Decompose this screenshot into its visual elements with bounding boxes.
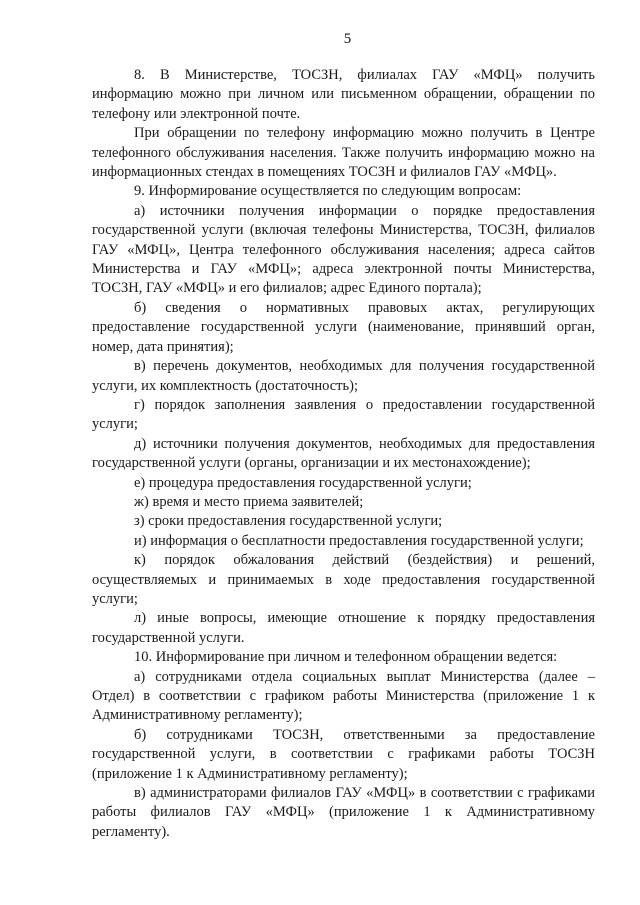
- list-item-9z: з) сроки предоставления государственной услуги;: [134, 513, 443, 530]
- document-page: [92, 30, 595, 842]
- list-item-10b: б) сотрудниками ТОСЗН, ответственными за предоставление государственной услуги, в соответствии с графиками работы ТОСЗН (приложение 1 к Административному регламенту);: [92, 726, 595, 782]
- list-item-9k: к) порядок обжалования действий (бездействия) и решений, осуществляемых и принимаемых в ходе предоставления государственной услуги;: [92, 552, 595, 607]
- list-item-9v: в) перечень документов, необходимых для получения государственной услуги, их комплектность (достаточность);: [92, 358, 595, 394]
- list-item-10v: в) администраторами филиалов ГАУ «МФЦ» в соответствии с графиками работы филиалов ГАУ «МФЦ» (приложение 1 к Административному регламенту).: [92, 785, 595, 840]
- paragraph-8: 8. В Министерстве, ТОСЗН, филиалах ГАУ «МФЦ» получить информацию можно при личном или письменном обращении, обращении по телефону или электронной почте.: [92, 67, 595, 122]
- paragraph-10: 10. Информирование при личном и телефонном обращении ведется:: [134, 649, 558, 666]
- list-item-9a: а) источники получения информации о порядке предоставления государственной услуги (включая телефоны Министерства, ТОСЗН, филиалов ГАУ «МФЦ», Центра телефонного обслуживания населения; адреса сайтов Министерства и ГАУ «МФЦ»; адреса электронной почты Министерства, ТОСЗН, ГАУ «МФЦ» и его филиалов; адрес Единого портала);: [92, 202, 595, 297]
- list-item-9i: и) информация о бесплатности предоставления государственной услуги;: [134, 532, 584, 549]
- list-item-10a: а) сотрудниками отдела социальных выплат Министерства (далее – Отдел) в соответствии с графиком работы Министерства (приложение 1 к Административному регламенту);: [92, 668, 595, 724]
- list-item-9e: е) процедура предоставления государственной услуги;: [134, 474, 472, 491]
- list-item-9d: д) источники получения документов, необходимых для предоставления государственной услуги (органы, организации и их местонахождение);: [92, 435, 595, 472]
- list-item-9zh: ж) время и место приема заявителей;: [134, 493, 364, 510]
- list-item-9l: л) иные вопросы, имеющие отношение к порядку предоставления государственной услуги.: [92, 610, 595, 646]
- list-item-9g: г) порядок заполнения заявления о предоставлении государственной услуги;: [92, 396, 595, 433]
- page-number: 5: [343, 31, 352, 47]
- list-item-9b: б) сведения о нормативных правовых актах, регулирующих предоставление государственной услуги (наименование, принявший орган, номер, дата принятия);: [92, 299, 595, 355]
- paragraph-9: 9. Информирование осуществляется по следующим вопросам:: [134, 183, 522, 200]
- paragraph-8-phone: При обращении по телефону информацию можно получить в Центре телефонного обслуживания населения. Также получить информацию можно на информационных стендах в помещениях ТОСЗН и филиалов ГАУ «МФЦ».: [92, 125, 595, 181]
